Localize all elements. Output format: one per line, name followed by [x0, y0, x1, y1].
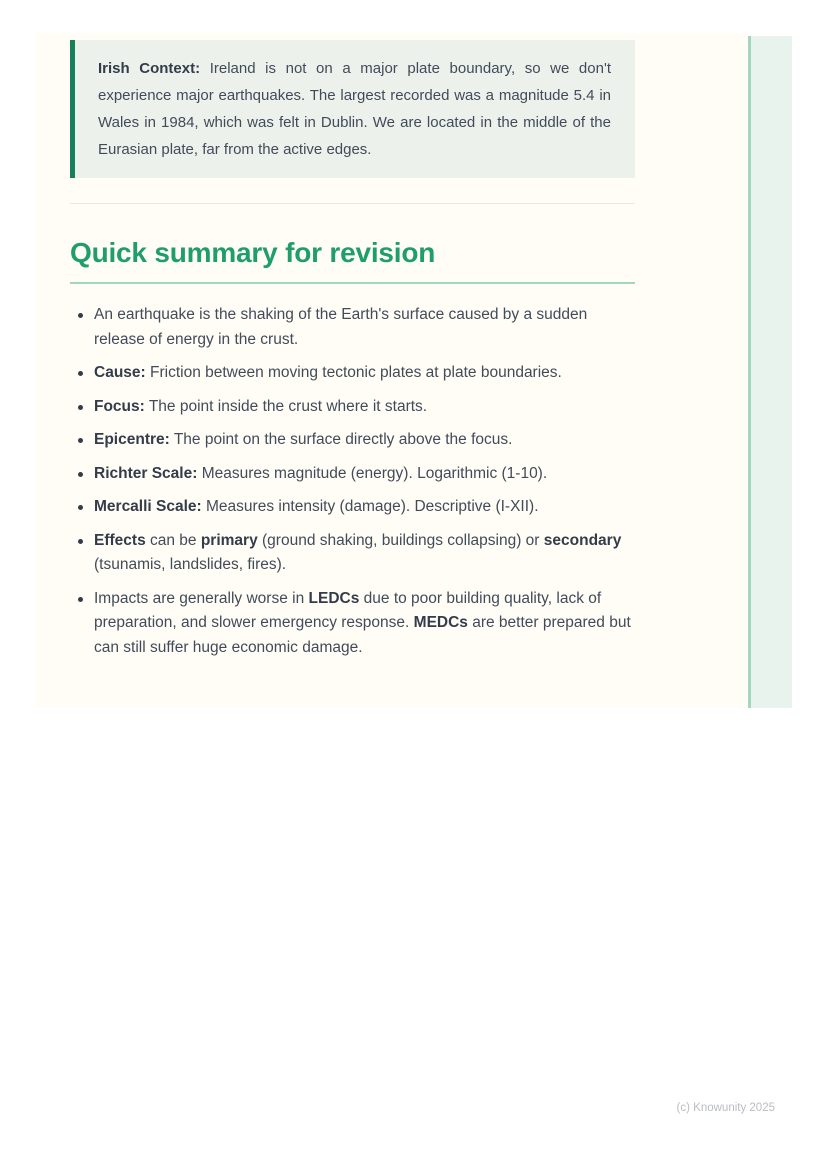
summary-list	[70, 303, 635, 660]
keyword-bold-text: Focus:	[94, 397, 145, 415]
page-content	[70, 40, 635, 669]
keyword-bold-text: MEDCs	[413, 614, 468, 631]
copyright-text: (c) Knowunity 2025	[676, 1102, 775, 1114]
summary-list-item	[94, 587, 635, 661]
list-item-text: Friction between moving tectonic plates at plate boundaries.	[145, 364, 562, 381]
list-item-text: The point inside the crust where it starts.	[144, 397, 428, 415]
list-item-text: Measures magnitude (energy). Logarithmic (1-10).	[197, 464, 548, 482]
summary-list-item	[94, 361, 635, 386]
summary-list-item	[94, 495, 635, 520]
page-edge-strip	[748, 36, 792, 708]
list-item-text: are better prepared but can still suffer huge economic damage.	[94, 614, 631, 656]
summary-list-item	[94, 428, 635, 453]
keyword-bold-text: primary	[200, 531, 258, 549]
keyword-bold-text: Mercalli Scale:	[94, 498, 202, 515]
irish-context-callout	[70, 40, 635, 178]
list-item-text: Measures intensity (damage). Descriptive (I-XII).	[201, 498, 539, 515]
section-divider	[70, 203, 635, 204]
list-item-text: (tsunamis, landslides, fires).	[94, 556, 287, 573]
keyword-bold-text: secondary	[543, 531, 622, 549]
summary-list-item	[94, 529, 635, 578]
keyword-bold-text: LEDCs	[308, 589, 360, 607]
summary-list-item	[94, 462, 635, 487]
list-item-text: due to poor building quality, lack of preparation, and slower emergency response.	[94, 589, 602, 631]
list-item-text: (ground shaking, buildings collapsing) or	[257, 531, 544, 549]
summary-list-item	[94, 395, 635, 420]
keyword-bold-text: Cause:	[94, 364, 146, 381]
callout-label: Irish Context:	[98, 60, 201, 77]
callout-body: Ireland is not on a major plate boundary, so we don't experience major earthquakes. The largest recorded was a magnitude 5.4 in Wales in 1984, which was felt in Dublin. We are located in the middle of the Eurasian plate, far from the active edges.	[98, 60, 611, 158]
keyword-bold-text: Richter Scale:	[94, 464, 198, 482]
list-item-text: Impacts are generally worse in	[94, 589, 309, 607]
list-item-text: The point on the surface directly above the focus.	[169, 431, 513, 448]
list-item-text: can be	[145, 531, 201, 549]
list-item-text: An earthquake is the shaking of the Earth's surface caused by a sudden release of energy in the crust.	[94, 306, 588, 348]
summary-list-item	[94, 303, 635, 352]
keyword-bold-text: Effects	[94, 531, 146, 549]
keyword-bold-text: Epicentre:	[94, 431, 170, 448]
summary-heading: Quick summary for revision	[70, 237, 635, 284]
